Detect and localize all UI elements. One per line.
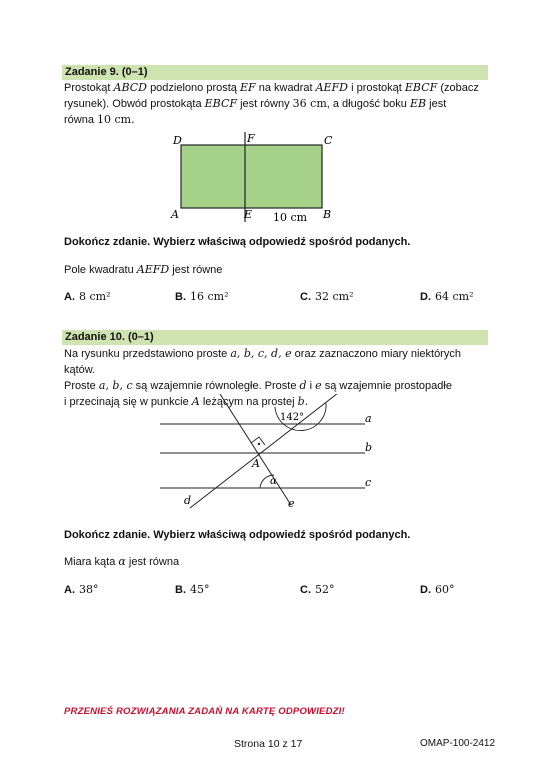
transfer-answers-note: PRZENIEŚ ROZWIĄZANIA ZADAŃ NA KARTĘ ODPOWIEDZI! (64, 706, 345, 717)
task10-instruction: Dokończ zdanie. Wybierz właściwą odpowiedź spośród podanych. (64, 529, 411, 541)
label-line-e: e (288, 497, 295, 510)
task9-option-d[interactable]: D. 64 cm² (420, 290, 474, 303)
label-c: C (324, 134, 333, 147)
label-e: E (244, 208, 253, 221)
task10-option-a[interactable]: A. 38° (64, 583, 99, 596)
label-d: D (173, 134, 182, 147)
task9-option-b[interactable]: B. 16 cm² (175, 290, 229, 303)
task10-option-b[interactable]: B. 45° (175, 583, 210, 596)
alpha-label: α (270, 476, 277, 487)
label-a: A (171, 208, 179, 221)
label-length: 10 cm (273, 211, 308, 224)
label-point-a: A (252, 457, 260, 470)
label-line-b: b (365, 441, 373, 454)
right-angle-dot (258, 443, 260, 445)
angle-142-label: 142° (280, 412, 305, 423)
task10-option-d[interactable]: D. 60° (420, 583, 455, 596)
rectangle-figure (165, 130, 345, 226)
label-b: B (323, 208, 332, 221)
task10-option-c[interactable]: C. 52° (300, 583, 335, 596)
label-line-d: d (184, 494, 192, 507)
task10-header: Zadanie 10. (0–1) (62, 330, 488, 345)
label-f: F (247, 132, 255, 145)
label-line-a: a (365, 412, 372, 425)
task9-instruction: Dokończ zdanie. Wybierz właściwą odpowiedź spośród podanych. (64, 236, 411, 248)
parallel-lines-figure (160, 394, 390, 514)
task9-stem: Pole kwadratu AEFD jest równe (64, 263, 223, 276)
task9-option-c[interactable]: C. 32 cm² (300, 290, 354, 303)
task9-header: Zadanie 9. (0–1) (62, 65, 488, 80)
exam-code: OMAP-100-2412 (420, 738, 496, 749)
rectangle-abcd (181, 145, 322, 208)
task10-stem: Miara kąta α jest równa (64, 555, 180, 568)
task9-option-a[interactable]: A. 8 cm² (64, 290, 111, 303)
line-d (190, 394, 338, 508)
page-number: Strona 10 z 17 (234, 738, 303, 750)
task9-description: Prostokąt ABCD podzielono prostą EF na kwadrat AEFD i prostokąt EBCF (zobacz rysunek). Obwód prostokąta EBCF jest równy 36 cm, a długość boku EB jest równa 10 cm. (64, 81, 479, 126)
label-line-c: c (365, 476, 372, 489)
task10-description: Na rysunku przedstawiono proste a, b, c, d, e oraz zaznaczono miary niektórych kątów. Proste a, b, c są wzajemnie równoległe. Proste d i e są wzajemnie prostopadłe i przecinają się w punkcie A leżącym na prostej b. (64, 347, 461, 408)
